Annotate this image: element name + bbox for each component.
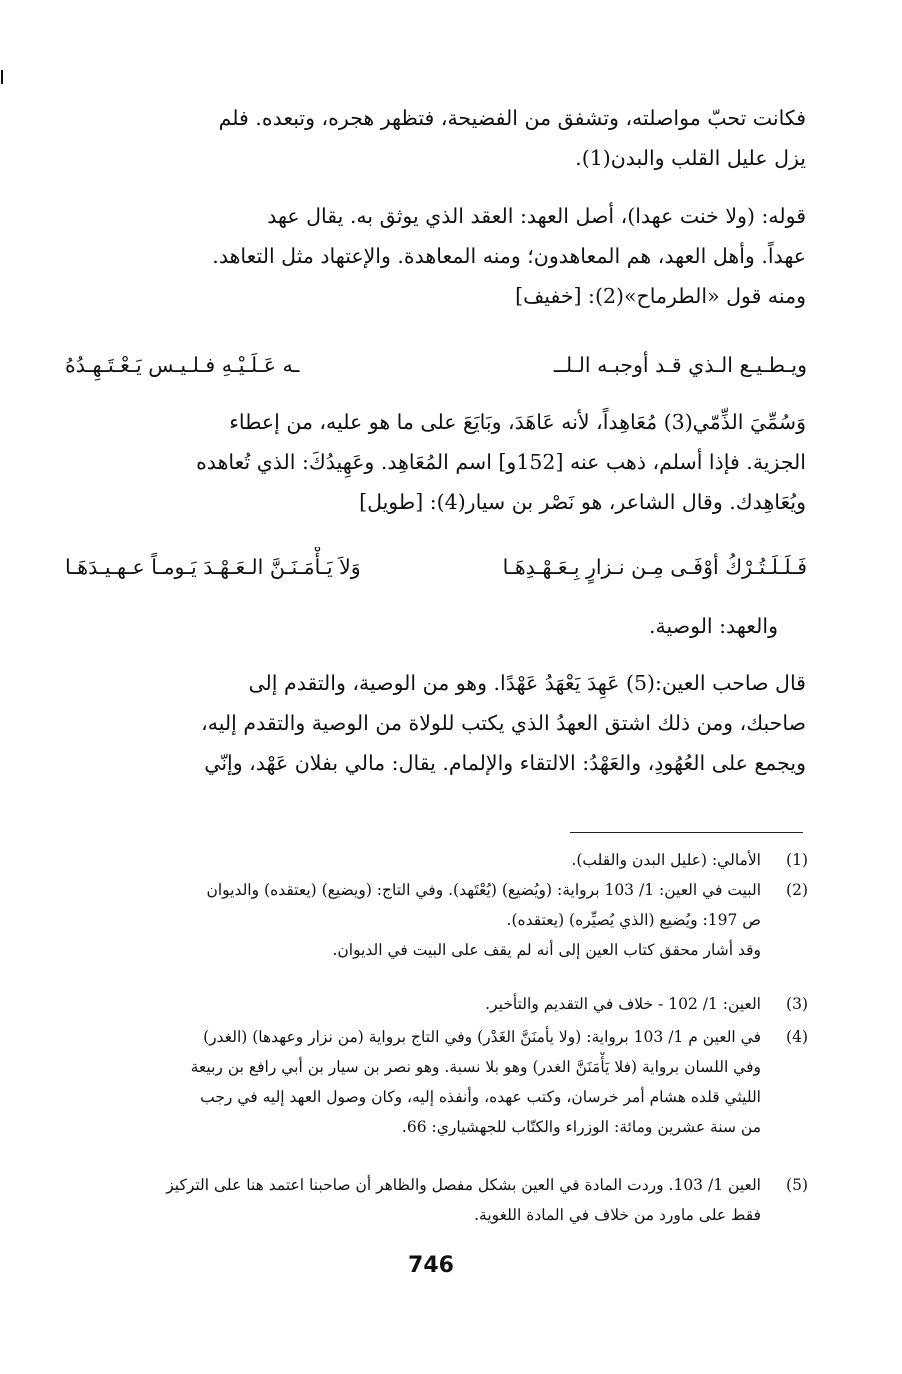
footnote-line: ص 197: ويُضيع (الذي يُصيِّره) (يعتقده).	[506, 911, 761, 929]
page-number: 746	[408, 1253, 454, 1278]
footnote-number: (1)	[786, 851, 808, 869]
footnote-4	[60, 1022, 808, 1142]
verse-1	[65, 345, 807, 385]
footnote-number: (4)	[786, 1028, 808, 1046]
paragraph-line: صاحبك، ومن ذلك اشتق العهدُ الذي يكتب للولاة من الوصية والتقدم إليه،	[201, 711, 806, 735]
paragraph-line: ويجمع على العُهُودِ، والعَهْدُ: الالتقاء والإلمام. يقال: مالي بفلان عَهْد، وإنّي	[204, 751, 806, 775]
paragraph-4	[70, 606, 806, 646]
paragraph-line: وَسُمِّيَ الذِّمّي(3) مُعَاهِداً، لأنه عَاهَدَ، وبَايَعَ على ما هو عليه، من إعطاء	[229, 410, 806, 434]
paragraph-line: يزل عليل القلب والبدن(1).	[575, 146, 806, 170]
paragraph-5	[70, 663, 806, 783]
paragraph-line: قال صاحب العين:(5) عَهِدَ يَعْهَدُ عَهْدًا. وهو من الوصية، والتقدم إلى	[248, 671, 806, 695]
footnote-line: العين: 1/ 102 - خلاف في التقديم والتأخير.	[485, 995, 761, 1013]
footnote-3	[60, 989, 808, 1019]
paragraph-1	[70, 98, 806, 178]
verse-hemistich-first: فَـلَـلَـتُـرْكُ أوْفَـى مِـن نـزارٍ بِـعَـهْـدِهَـا	[502, 555, 807, 579]
paragraph-line: عهداً. وأهل العهد، هم المعاهدون؛ ومنه المعاهدة. والإعتهاد مثل التعاهد.	[212, 244, 806, 268]
footnote-separator	[570, 832, 803, 833]
paragraph-2	[70, 196, 806, 316]
paragraph-line: ويُعَاهِدك. وقال الشاعر، هو نَصْر بن سيار(4): [طويل]	[359, 490, 806, 514]
paragraph-3	[70, 402, 806, 522]
footnote-line: البيت في العين: 1/ 103 برواية: (ويُضيع) (يُعْتَهد). وفي التاج: (ويضيع) (يعتقده) والديوان	[206, 881, 761, 899]
footnote-line: وقد أشار محقق كتاب العين إلى أنه لم يقف على البيت في الديوان.	[332, 941, 761, 959]
footnote-2	[60, 875, 808, 965]
paragraph-line: قوله: (ولا خنت عهدا)، أصل العهد: العقد الذي يوثق به. يقال عهد	[267, 204, 806, 228]
paragraph-line: الجزية. فإذا أسلم، ذهب عنه [152و] اسم المُعَاهِد. وعَهِيدُكَ: الذي تُعاهده	[196, 450, 806, 474]
footnote-line: من سنة عشرين ومائة: الوزراء والكتّاب للجهشياري: 66.	[401, 1118, 761, 1136]
verse-2	[65, 547, 807, 587]
paragraph-line: ومنه قول «الطرماح»(2): [خفيف]	[515, 284, 806, 308]
footnote-number: (5)	[786, 1176, 808, 1194]
paragraph-line: فكانت تحبّ مواصلته، وتشفق من الفضيحة، فتظهر هجره، وتبعده. فلم	[218, 106, 806, 130]
verse-hemistich-second: ـه عَـلَـيْـهِ فـلـيـس يَـعْـتَـهِـدُهُ	[65, 353, 300, 377]
footnote-number: (2)	[786, 881, 808, 899]
footnote-line: فقط على ماورد من خلاف في المادة اللغوية.	[474, 1206, 761, 1224]
footnote-line: وفي اللسان برواية (فلا يَأْمَنَنَّ الغدر) وهو بلا نسبة. وهو نصر بن سيار بن أبي رافع بن ربيعة	[190, 1058, 761, 1076]
verse-hemistich-first: ويـطـيـع الـذي قـد أوجبـه الـلــ	[553, 353, 807, 377]
footnote-5	[60, 1170, 808, 1230]
footnote-line: في العين م 1/ 103 برواية: (ولا يأمنَنَّ الغَدْر) وفي التاج برواية (من نزار وعهدها) (الغدر)	[203, 1028, 761, 1046]
footnote-line: الأمالي: (عليل البدن والقلب).	[571, 851, 761, 869]
scan-mark	[1, 70, 3, 84]
footnote-line: الليثي قلده هشام أمر خرسان، وكتب عهده، وأنفذه إليه، وكان وصول العهد إليه في رجب	[200, 1088, 761, 1106]
footnote-1	[60, 845, 808, 875]
footnote-line: العين 1/ 103. وردت المادة في العين بشكل مفصل والظاهر أن صاحبنا اعتمد هنا على التركيز	[166, 1176, 761, 1194]
paragraph-line: والعهد: الوصية.	[649, 614, 778, 638]
footnote-number: (3)	[786, 995, 808, 1013]
verse-hemistich-second: وَلاَ يَـأْمَـنَـنَّ الـعَـهْـدَ يَـومـاً عـهـيـدَهَـا	[65, 555, 361, 579]
